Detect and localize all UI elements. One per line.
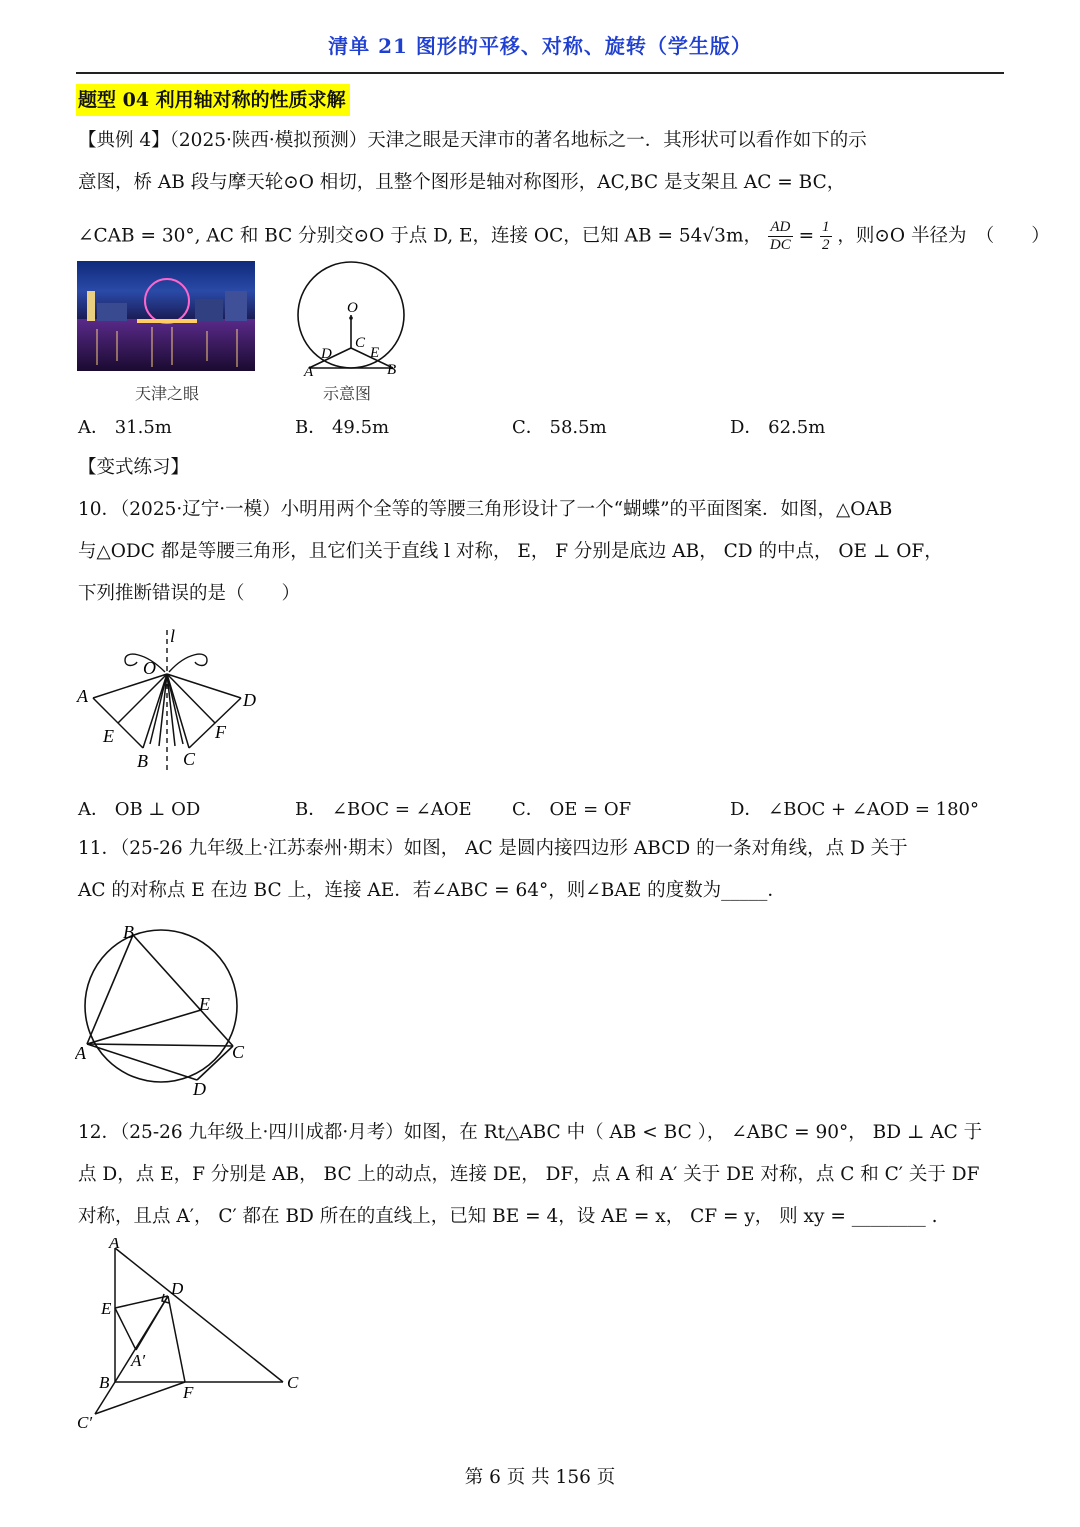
q10-option-a: A． OB ⊥ OD	[78, 799, 201, 820]
label-A: A	[77, 686, 88, 706]
q11-line2: AC 的对称点 E 在边 BC 上，连接 AE．若∠ABC = 64°，则∠BAE 的度数为_____．	[78, 880, 786, 901]
tianjin-eye-photo	[77, 261, 255, 371]
label-F: F	[183, 1383, 194, 1402]
label-B: B	[387, 362, 397, 378]
header-divider	[76, 72, 1004, 74]
example4-option-d: D． 62.5m	[730, 417, 826, 438]
page-footer: 第 6 页 共 156 页	[464, 1467, 616, 1488]
label-O: O	[143, 658, 156, 678]
label-C: C	[183, 749, 196, 769]
q10-line1: 10．（2025·辽宁·一模）小明用两个全等的等腰三角形设计了一个“蝴蝶”的平面图案．如图，△OAB	[78, 499, 893, 520]
q10-line2: 与△ODC 都是等腰三角形，且它们关于直线 l 对称， E， F 分别是底边 AB， CD 的中点， OE ⊥ OF，	[78, 541, 943, 562]
q10-option-b: B． ∠BOC = ∠AOE	[295, 799, 472, 820]
label-B: B	[137, 751, 148, 771]
q12-line2: 点 D，点 E，F 分别是 AB， BC 上的动点，连接 DE， DF，点 A 和 A′ 关于 DE 对称，点 C 和 C′ 关于 DF	[78, 1164, 980, 1185]
q12-line3: 对称，且点 A′， C′ 都在 BD 所在的直线上，已知 BE = 4，设 AE = x， CF = y， 则 xy = ________ .	[78, 1206, 938, 1227]
q10-line3: 下列推断错误的是（ ）	[78, 583, 301, 604]
label-A: A	[109, 1238, 120, 1252]
label-E: E	[370, 345, 380, 361]
label-D: D	[321, 346, 332, 362]
example4-line2: 意图，桥 AB 段与摩天轮⊙O 相切，且整个图形是轴对称图形，AC,BC 是支架且 AC = BC，	[78, 172, 846, 193]
label-C: C	[287, 1373, 299, 1392]
label-E: E	[199, 994, 210, 1014]
variant-title: 【变式练习】	[78, 457, 190, 478]
q10-option-d: D． ∠BOC + ∠AOD = 180°	[730, 799, 980, 820]
label-D: D	[171, 1279, 184, 1298]
ratio-fraction	[768, 219, 793, 254]
photo-caption: 天津之眼	[135, 384, 200, 403]
ratio-numerator: AD	[768, 219, 793, 237]
example4-option-c: C． 58.5m	[512, 417, 607, 438]
q10-option-c: C． OE = OF	[512, 799, 632, 820]
q11-line1: 11．（25-26 九年级上·江苏泰州·期末）如图， AC 是圆内接四边形 ABCD 的一条对角线，点 D 关于	[78, 838, 908, 859]
right-triangle-diagram	[75, 1238, 315, 1438]
label-A: A	[75, 1043, 86, 1063]
section-title: 题型 04 利用轴对称的性质求解	[76, 84, 350, 116]
label-C-prime: C′	[77, 1413, 93, 1432]
butterfly-diagram	[75, 622, 275, 772]
half-numerator: 1	[822, 219, 830, 235]
cyclic-quad-diagram	[75, 918, 255, 1098]
half-denominator: 2	[822, 237, 830, 253]
label-C: C	[355, 335, 366, 351]
diagram-caption: 示意图	[323, 384, 372, 403]
label-E: E	[101, 1299, 112, 1318]
document-header-title: 清单 21 图形的平移、对称、旋转（学生版）	[328, 34, 752, 58]
label-D: D	[193, 1079, 206, 1098]
label-D: D	[243, 690, 256, 710]
label-F: F	[215, 722, 226, 742]
schematic-diagram	[295, 260, 415, 380]
example4-option-a: A． 31.5m	[78, 417, 172, 438]
label-A: A	[304, 364, 314, 380]
q12-line1: 12．（25-26 九年级上·四川成都·月考）如图，在 Rt△ABC 中（ AB < BC ）， ∠ABC = 90°， BD ⊥ AC 于	[78, 1122, 983, 1143]
example4-line1: 【典例 4】（2025·陕西·模拟预测）天津之眼是天津市的著名地标之一．其形状可以看作如下的示	[78, 130, 867, 151]
label-O: O	[347, 300, 358, 316]
example4-option-b: B． 49.5m	[295, 417, 390, 438]
half-fraction	[820, 219, 832, 254]
ratio-denominator: DC	[769, 237, 791, 253]
ratio-equals: =	[798, 225, 815, 247]
label-B: B	[123, 922, 134, 942]
label-C: C	[232, 1042, 245, 1062]
example4-line3-end: ，则⊙O 半径为 （ ）	[837, 225, 1050, 247]
label-A-prime: A′	[131, 1351, 146, 1370]
example4-line3	[78, 219, 1050, 254]
example4-line3-start: ∠CAB = 30°, AC 和 BC 分别交⊙O 于点 D, E，连接 OC，已知 AB = 54√3m，	[78, 225, 762, 247]
label-B: B	[99, 1373, 110, 1392]
label-E: E	[103, 726, 114, 746]
label-l: l	[170, 626, 176, 646]
